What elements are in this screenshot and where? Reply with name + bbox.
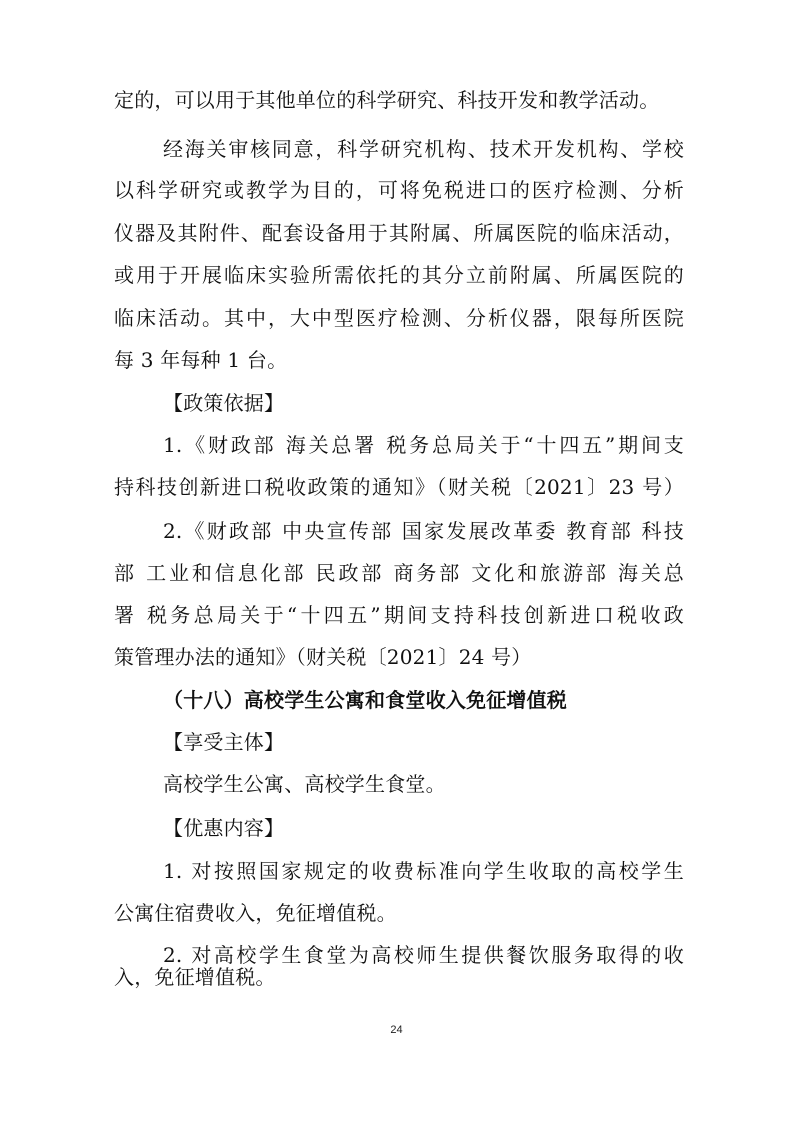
benefit-line: 1. 对按照国家规定的收费标准向学生收取的高校学生 bbox=[163, 858, 684, 883]
policy-citation-line: 持科技创新进口税收政策的通知》（财关税〔2021〕23 号） bbox=[114, 474, 684, 499]
paragraph-line: 临床活动。其中，大中型医疗检测、分析仪器，限每所医院 bbox=[114, 305, 684, 330]
section-heading: （十八）高校学生公寓和食堂收入免征增值税 bbox=[163, 688, 567, 713]
benefit-line: 2. 对高校学生食堂为高校师生提供餐饮服务取得的收 bbox=[163, 942, 684, 967]
paragraph-line: 经海关审核同意，科学研究机构、技术开发机构、学校 bbox=[163, 137, 684, 161]
paragraph-line: 高校学生公寓、高校学生食堂。 bbox=[163, 772, 446, 797]
paragraph-line: 或用于开展临床实验所需依托的其分立前附属、所属医院的 bbox=[114, 263, 684, 287]
policy-citation-line: 部 工业和信息化部 民政部 商务部 文化和旅游部 海关总 bbox=[114, 560, 684, 585]
section-label: 【享受主体】 bbox=[163, 730, 285, 755]
policy-citation-line: 2.《财政部 中央宣传部 国家发展改革委 教育部 科技 bbox=[163, 518, 684, 543]
paragraph-line: 每 3 年每种 1 台。 bbox=[114, 347, 288, 372]
page-number: 24 bbox=[390, 1024, 403, 1036]
section-label: 【政策依据】 bbox=[163, 390, 285, 415]
paragraph-line: 定的，可以用于其他单位的科学研究、科技开发和教学活动。 bbox=[114, 88, 660, 112]
benefit-line: 公寓住宿费收入，免征增值税。 bbox=[114, 900, 397, 925]
policy-citation-line: 策管理办法的通知》（财关税〔2021〕24 号） bbox=[114, 644, 532, 669]
policy-citation-line: 1.《财政部 海关总署 税务总局关于“十四五”期间支 bbox=[163, 432, 684, 457]
benefit-line: 入，免征增值税。 bbox=[114, 964, 276, 989]
paragraph-line: 仪器及其附件、配套设备用于其附属、所属医院的临床活动， bbox=[114, 221, 684, 245]
policy-citation-line: 署 税务总局关于“十四五”期间支持科技创新进口税收政 bbox=[114, 602, 684, 627]
paragraph-line: 以科学研究或教学为目的，可将免税进口的医疗检测、分析 bbox=[114, 178, 684, 203]
section-label: 【优惠内容】 bbox=[163, 816, 285, 840]
